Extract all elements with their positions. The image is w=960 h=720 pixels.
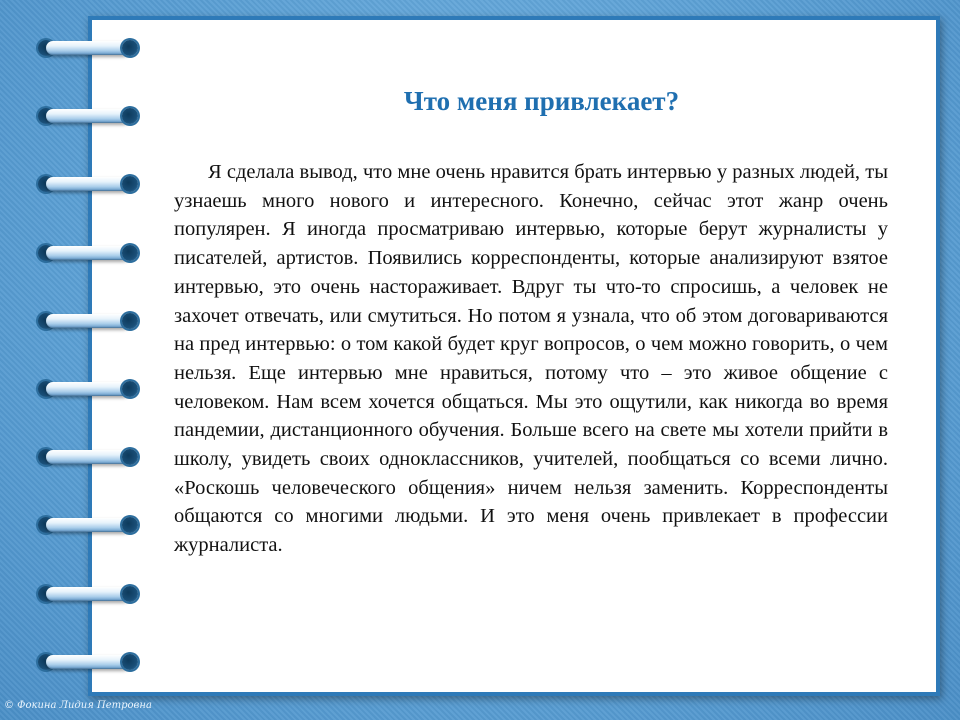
author-signature: © Фокина Лидия Петровна bbox=[4, 700, 152, 711]
spiral-binding-ring-icon bbox=[36, 38, 140, 58]
slide-title: Что меня привлекает? bbox=[403, 86, 680, 116]
spiral-binding-ring-icon bbox=[36, 174, 140, 194]
spiral-binding-ring-icon bbox=[36, 311, 140, 331]
spiral-binding-ring-icon bbox=[36, 379, 140, 399]
slide-body-text: Я сделала вывод, что мне очень нравится брать интервью у разных людей, ты узнаешь много нового и интересного. Конечно, сейчас этот жанр очень популярен. Я иногда просматриваю интервью, которые берут журналисты у писателей, артистов. Появились корреспонденты, которые анализируют взятое интервью, это очень настораживает. Вдруг ты что-то спросишь, а человек не захочет отвечать, или смутиться. Но потом я узнала, что об этом договариваются на пред интервью: о том какой будет круг вопросов, о чем можно говорить, о чем нельзя. Еще интервью мне нравиться, потому что – это живое общение с человеком. Нам всем хочется общаться. Мы это ощутили, как никогда во время пандемии, дистанционного обучения. Больше всего на свете мы хотели прийти в школу, увидеть своих одноклассников, учителей, пообщаться со всеми лично. «Роскошь человеческого общения» ничем нельзя заменить. Корреспонденты общаются со многими людьми. И это меня очень привлекает в профессии журналиста. bbox=[174, 161, 888, 557]
notebook-page bbox=[88, 16, 940, 696]
spiral-binding-ring-icon bbox=[36, 652, 140, 672]
spiral-binding-ring-icon bbox=[36, 447, 140, 467]
spiral-binding-ring-icon bbox=[36, 584, 140, 604]
spiral-binding-ring-icon bbox=[36, 243, 140, 263]
spiral-binding-ring-icon bbox=[36, 106, 140, 126]
spiral-binding-ring-icon bbox=[36, 515, 140, 535]
